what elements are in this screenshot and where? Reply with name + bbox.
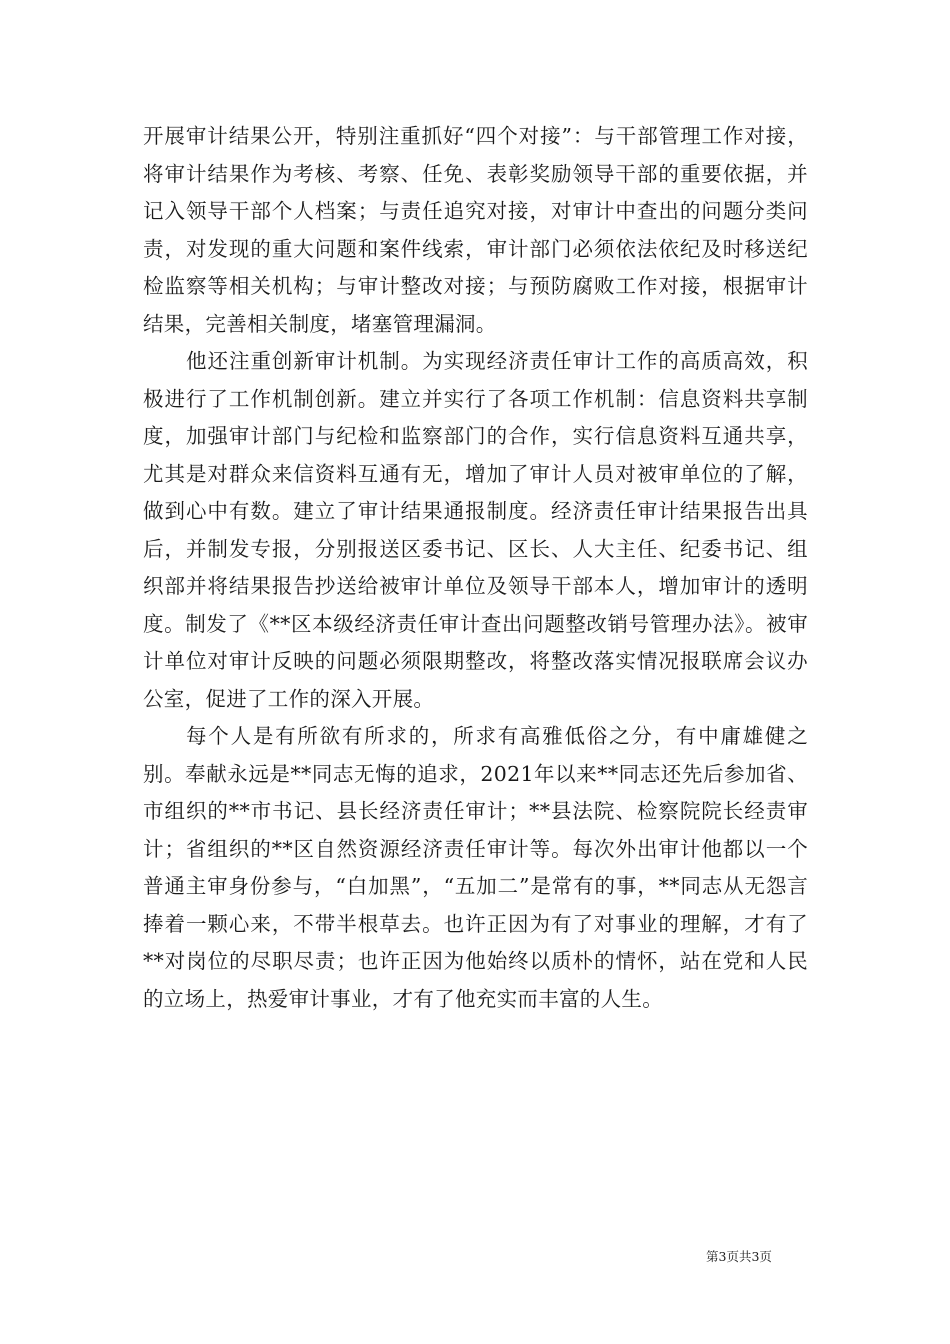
paragraph-audit-mechanism: 他还注重创新审计机制。为实现经济责任审计工作的高质高效，积极进行了工作机制创新。建立并实行了各项工作机制：信息资料共享制度，加强审计部门与纪检和监察部门的合作，实行信息资料互通共享，尤其是对群众来信资料互通有无，增加了审计人员对被审单位的了解，做到心中有数。建立了审计结果通报制度。经济责任审计结果报告出具后，并制发专报，分别报送区委书记、区长、人大主任、纪委书记、组织部并将结果报告抄送给被审计单位及领导干部本人，增加审计的透明度。制发了《**区本级经济责任审计查出问题整改销号管理办法》。被审计单位对审计反映的问题必须限期整改，将整改落实情况报联席会议办公室，促进了工作的深入开展。 xyxy=(143,349,808,711)
document-body xyxy=(143,118,808,1018)
paragraph-dedication: 每个人是有所欲有所求的，所求有高雅低俗之分，有中庸雄健之别。奉献永远是**同志无悔的追求，2021年以来**同志还先后参加省、市组织的**市书记、县长经济责任审计；**县法院、检察院院长经责审计；省组织的**区自然资源经济责任审计等。每次外出审计他都以一个普通主审身份参与，“白加黑”，“五加二”是常有的事，**同志从无怨言捧着一颗心来，不带半根草去。也许正因为有了对事业的理解，才有了**对岗位的尽职尽责；也许正因为他始终以质朴的情怀，站在党和人民的立场上，热爱审计事业，才有了他充实而丰富的人生。 xyxy=(143,724,808,1011)
paragraph-continued: 开展审计结果公开，特别注重抓好“四个对接”：与干部管理工作对接，将审计结果作为考核、考察、任免、表彰奖励领导干部的重要依据，并记入领导干部个人档案；与责任追究对接，对审计中查出的问题分类问责，对发现的重大问题和案件线索，审计部门必须依法依纪及时移送纪检监察等相关机构；与审计整改对接；与预防腐败工作对接，根据审计结果，完善相关制度，堵塞管理漏洞。 xyxy=(143,124,808,336)
page-number-footer xyxy=(706,1247,772,1265)
page-number-label: 第3页共3页 xyxy=(706,1249,772,1264)
